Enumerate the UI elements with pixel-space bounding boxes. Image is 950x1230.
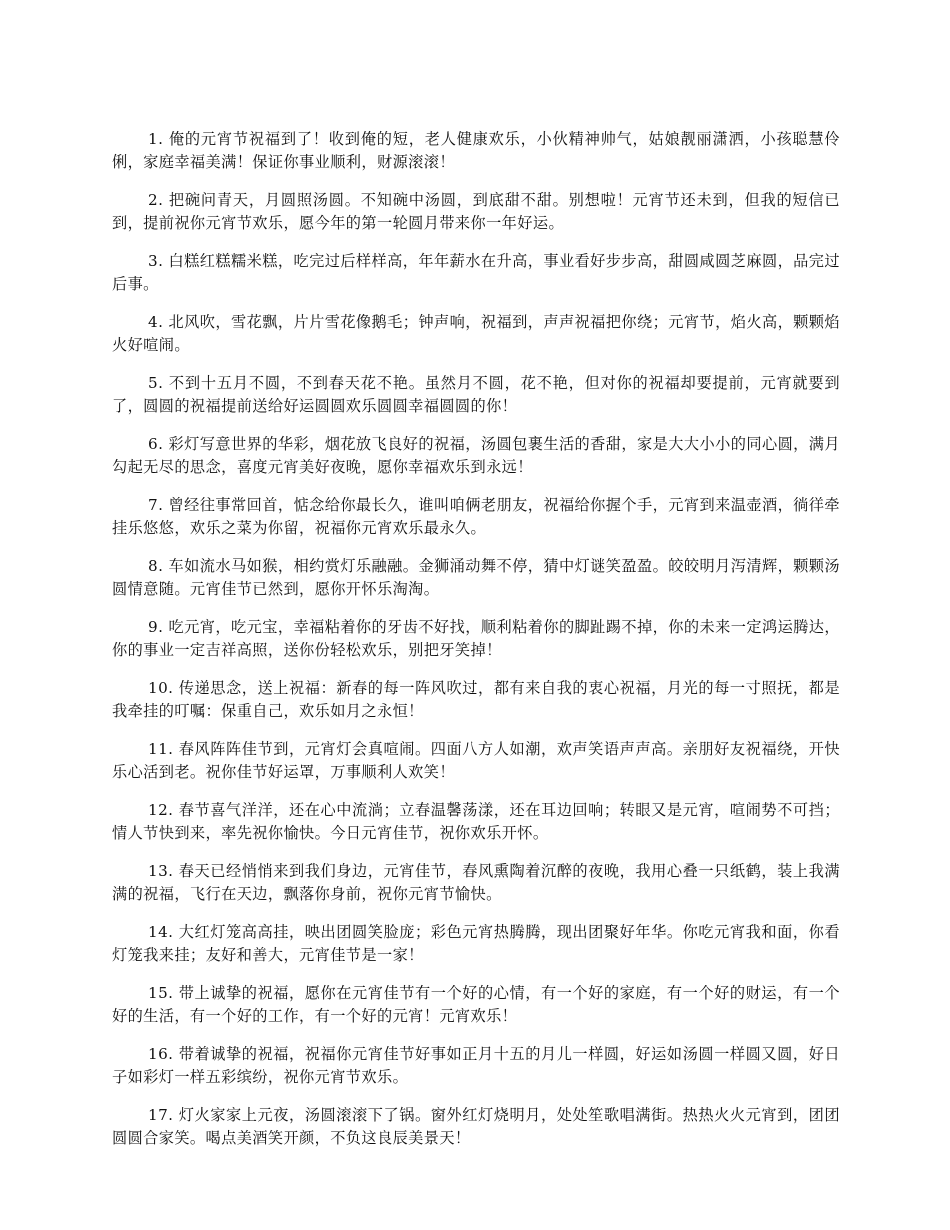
paragraph-10: 10. 传递思念，送上祝福：新春的每一阵风吹过，都有来自我的衷心祝福，月光的每一寸照抚，都是我牵挂的叮嘱：保重自己，欢乐如月之永恒！ bbox=[112, 679, 840, 720]
paragraph-1: 1. 俺的元宵节祝福到了！收到俺的短，老人健康欢乐，小伙精神帅气，姑娘靓丽潇洒，小孩聪慧伶俐，家庭幸福美满！保证你事业顺利，财源滚滚！ bbox=[112, 130, 840, 171]
paragraph-3: 3. 白糕红糕糯米糕，吃完过后样样高，年年薪水在升高，事业看好步步高，甜圆咸圆芝麻圆，品完过后事。 bbox=[112, 252, 840, 293]
paragraph-7: 7. 曾经往事常回首，惦念给你最长久，谁叫咱俩老朋友，祝福给你握个手，元宵到来温壶酒，徜徉牵挂乐悠悠，欢乐之菜为你留，祝福你元宵欢乐最永久。 bbox=[112, 496, 840, 537]
paragraph-2: 2. 把碗问青天，月圆照汤圆。不知碗中汤圆，到底甜不甜。别想啦！元宵节还未到，但我的短信已到，提前祝你元宵节欢乐，愿今年的第一轮圆月带来你一年好运。 bbox=[112, 191, 840, 232]
paragraph-14: 14. 大红灯笼高高挂，映出团圆笑脸庞；彩色元宵热腾腾，现出团聚好年华。你吃元宵我和面，你看灯笼我来挂；友好和善大，元宵佳节是一家！ bbox=[112, 923, 840, 964]
paragraph-8: 8. 车如流水马如猴，相约赏灯乐融融。金狮涌动舞不停，猜中灯谜笑盈盈。皎皎明月泻清辉，颗颗汤圆情意随。元宵佳节已然到，愿你开怀乐淘淘。 bbox=[112, 557, 840, 598]
paragraph-17: 17. 灯火家家上元夜，汤圆滚滚下了锅。窗外红灯烧明月，处处笙歌唱满街。热热火火元宵到，团团圆圆合家笑。喝点美酒笑开颜，不负这良辰美景天！ bbox=[112, 1106, 840, 1147]
paragraph-5: 5. 不到十五月不圆，不到春天花不艳。虽然月不圆，花不艳，但对你的祝福却要提前，元宵就要到了，圆圆的祝福提前送给好运圆圆欢乐圆圆幸福圆圆的你！ bbox=[112, 374, 840, 415]
paragraph-12: 12. 春节喜气洋洋，还在心中流淌；立春温馨荡漾，还在耳边回响；转眼又是元宵，喧闹势不可挡；情人节快到来，率先祝你愉快。今日元宵佳节，祝你欢乐开怀。 bbox=[112, 801, 840, 842]
paragraph-15: 15. 带上诚挚的祝福，愿你在元宵佳节有一个好的心情，有一个好的家庭，有一个好的财运，有一个好的生活，有一个好的工作，有一个好的元宵！元宵欢乐！ bbox=[112, 984, 840, 1025]
document-page bbox=[112, 128, 840, 1165]
paragraph-9: 9. 吃元宵，吃元宝，幸福粘着你的牙齿不好找，顺利粘着你的脚趾踢不掉，你的未来一定鸿运腾达，你的事业一定吉祥高照，送你份轻松欢乐，别把牙笑掉！ bbox=[112, 618, 840, 659]
paragraph-16: 16. 带着诚挚的祝福，祝福你元宵佳节好事如正月十五的月儿一样圆，好运如汤圆一样圆又圆，好日子如彩灯一样五彩缤纷，祝你元宵节欢乐。 bbox=[112, 1045, 840, 1086]
paragraph-4: 4. 北风吹，雪花飘，片片雪花像鹅毛；钟声响，祝福到，声声祝福把你绕；元宵节，焰火高，颗颗焰火好喧闹。 bbox=[112, 313, 840, 354]
paragraph-13: 13. 春天已经悄悄来到我们身边，元宵佳节，春风熏陶着沉醉的夜晚，我用心叠一只纸鹤，装上我满满的祝福，飞行在天边，飘落你身前，祝你元宵节愉快。 bbox=[112, 862, 840, 903]
paragraph-6: 6. 彩灯写意世界的华彩，烟花放飞良好的祝福，汤圆包裹生活的香甜，家是大大小小的同心圆，满月勾起无尽的思念，喜度元宵美好夜晚，愿你幸福欢乐到永远！ bbox=[112, 435, 840, 476]
paragraph-11: 11. 春风阵阵佳节到，元宵灯会真喧闹。四面八方人如潮，欢声笑语声声高。亲朋好友祝福绕，开快乐心活到老。祝你佳节好运罩，万事顺利人欢笑！ bbox=[112, 740, 840, 781]
